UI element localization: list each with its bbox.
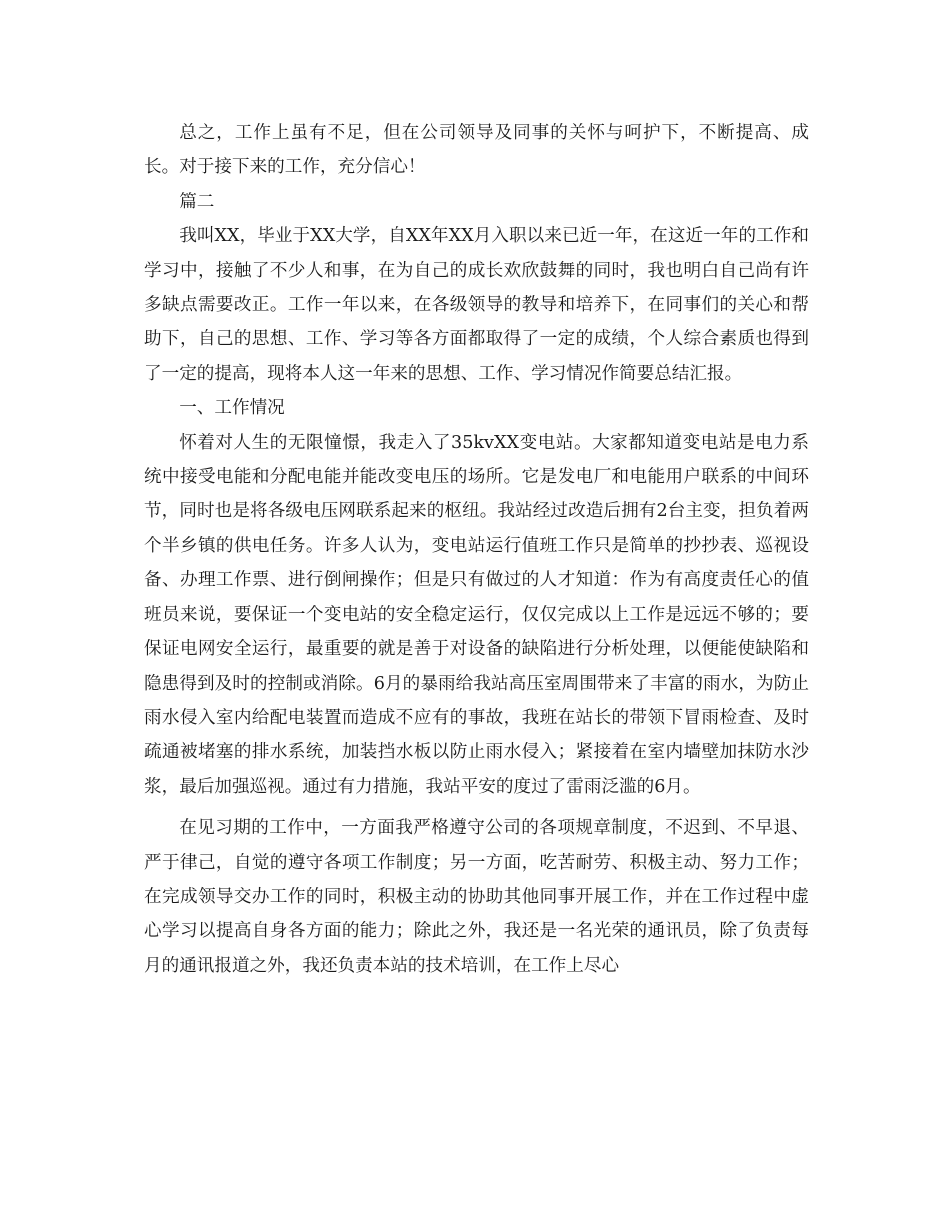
paragraph-introduction: 我叫XX，毕业于XX大学，自XX年XX月入职以来已近一年，在这近一年的工作和学习中，接触了不少人和事，在为自己的成长欢欣鼓舞的同时，我也明白自己尚有许多缺点需要改正。工作一年以来，在各级领导的教导和培养下，在同事们的关心和帮助下，自己的思想、工作、学习等各方面都取得了一定的成绩，个人综合素质也得到了一定的提高，现将本人这一年来的思想、工作、学习情况作简要总结汇报。 bbox=[144, 226, 809, 384]
document-body bbox=[144, 116, 809, 983]
section-heading-work-situation: 一、工作情况 bbox=[179, 398, 285, 419]
paragraph-conclusion: 总之，工作上虽有不足，但在公司领导及同事的关怀与呵护下，不断提高、成长。对于接下来的工作，充分信心！ bbox=[144, 123, 809, 178]
section-heading-part-two: 篇二 bbox=[179, 191, 215, 212]
paragraph-substation-work: 怀着对人生的无限憧憬，我走入了35kvXX变电站。大家都知道变电站是电力系统中接受电能和分配电能并能改变电压的场所。它是发电厂和电能用户联系的中间环节，同时也是将各级电压网联系起来的枢纽。我站经过改造后拥有2台主变，担负着两个半乡镇的供电任务。许多人认为，变电站运行值班工作只是简单的抄抄表、巡视设备、办理工作票、进行倒闸操作；但是只有做过的人才知道：作为有高度责任心的值班员来说，要保证一个变电站的安全稳定运行，仅仅完成以上工作是远远不够的；要保证电网安全运行，最重要的就是善于对设备的缺陷进行分析处理，以便能使缺陷和隐患得到及时的控制或消除。6月的暴雨给我站高压室周围带来了丰富的雨水，为防止雨水侵入室内给配电装置而造成不应有的事故，我班在站长的带领下冒雨检查、及时疏通被堵塞的排水系统，加装挡水板以防止雨水侵入；紧接着在室内墙壁加抹防水沙浆，最后加强巡视。通过有力措施，我站平安的度过了雷雨泛滥的6月。 bbox=[144, 432, 809, 797]
paragraph-probation-work: 在见习期的工作中，一方面我严格遵守公司的各项规章制度，不迟到、不早退、严于律己，自觉的遵守各项工作制度；另一方面，吃苦耐劳、积极主动、努力工作；在完成领导交办工作的同时，积极主动的协助其他同事开展工作，并在工作过程中虚心学习以提高自身各方面的能力；除此之外，我还是一名光荣的通讯员，除了负责每月的通讯报道之外，我还负责本站的技术培训，在工作上尽心 bbox=[144, 818, 809, 976]
